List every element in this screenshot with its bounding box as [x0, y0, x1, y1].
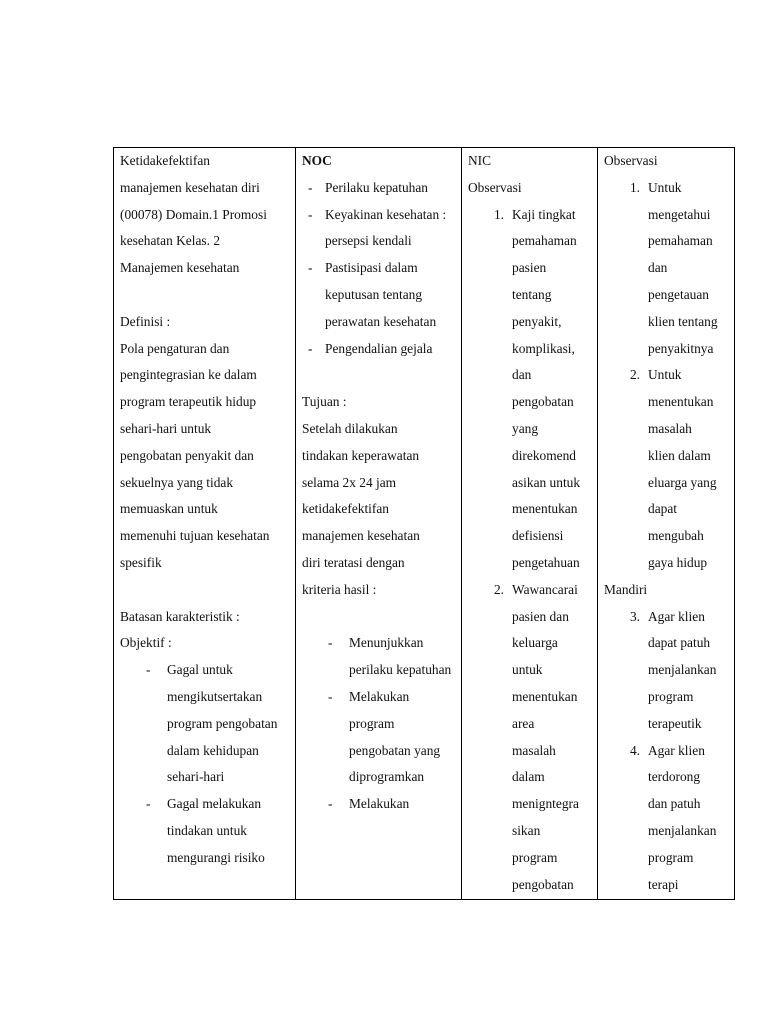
- rationale-line: penyakitnya: [648, 340, 714, 356]
- rationale-line: dan: [648, 260, 668, 276]
- rationale-line: klien tentang: [648, 313, 718, 329]
- outcome-text: Perilaku kepatuhan: [325, 179, 428, 195]
- criteria-text: Menunjukkan perilaku kepatuhan: [349, 635, 452, 678]
- dash-marker: -: [308, 206, 313, 222]
- intervention-line: keluarga: [512, 635, 558, 651]
- dash-marker: -: [308, 260, 313, 276]
- rationale-line: klien dalam: [648, 447, 711, 463]
- list-item: [302, 684, 457, 791]
- definition-line: memenuhi tujuan kesehatan: [120, 528, 270, 544]
- criteria-text: Melakukan: [349, 796, 410, 812]
- intervention-line: pasien dan: [512, 608, 569, 624]
- intervention-line: pengetahuan: [512, 554, 580, 570]
- definition-line: program terapeutik hidup: [120, 394, 257, 410]
- item-number: 2.: [629, 367, 640, 383]
- rationale-line: masalah: [648, 420, 692, 436]
- diagnosis-line: manajemen kesehatan diri: [120, 179, 260, 195]
- list-item: [604, 362, 730, 576]
- intervention-line: untuk: [512, 662, 543, 678]
- item-number: 1.: [629, 179, 640, 195]
- goal-label: Tujuan :: [302, 394, 347, 410]
- list-item: [120, 791, 291, 871]
- intervention-line: menentukan: [512, 501, 578, 517]
- intervention-line: pasien: [512, 260, 547, 276]
- nic-cell: [462, 148, 598, 900]
- intervention-line: yang: [512, 420, 539, 436]
- intervention-line: tentang: [512, 286, 552, 302]
- intervention-line: Wawancarai: [512, 581, 578, 597]
- intervention-line: pengobatan: [512, 876, 574, 892]
- list-item: [468, 577, 593, 899]
- rationale-line: Untuk: [648, 179, 682, 195]
- characteristics-label: Batasan karakteristik :: [120, 608, 240, 624]
- rationale-line: dapat: [648, 501, 677, 517]
- intervention-line: penyakit,: [512, 313, 562, 329]
- intervention-line: menentukan: [512, 688, 578, 704]
- intervention-line: pengobatan: [512, 394, 574, 410]
- dash-marker: -: [328, 688, 333, 704]
- intervention-line: dan: [512, 367, 532, 383]
- list-item: [302, 255, 457, 335]
- noc-header: NOC: [302, 153, 332, 168]
- intervention-line: direkomend: [512, 447, 576, 463]
- rationale-line: program: [648, 849, 694, 865]
- definition-line: memuaskan untuk: [120, 501, 218, 517]
- list-item: [604, 175, 730, 363]
- characteristic-text: Gagal untuk mengikutsertakan program pengobatan dalam kehidupan sehari-hari: [167, 662, 278, 785]
- goal-line: ketidakefektifan: [302, 501, 389, 517]
- rationale-line: terapi: [648, 876, 679, 892]
- outcome-text: Pengendalian gejala: [325, 340, 433, 356]
- rationale-line: pengetauan: [648, 286, 709, 302]
- intervention-line: area: [512, 715, 535, 731]
- diagnosis-line: (00078) Domain.1 Promosi: [120, 206, 267, 222]
- rationale-cell: [598, 148, 735, 900]
- diagnosis-line: Manajemen kesehatan: [120, 260, 240, 276]
- definition-label: Definisi :: [120, 313, 171, 329]
- objective-label: Objektif :: [120, 635, 172, 651]
- rationale-line: mengubah: [648, 528, 704, 544]
- list-item: [302, 175, 457, 202]
- dash-marker: -: [328, 796, 333, 812]
- intervention-line: sikan: [512, 822, 541, 838]
- goal-line: selama 2x 24 jam: [302, 474, 397, 490]
- dash-marker: -: [308, 179, 313, 195]
- outcome-text: Pastisipasi dalam keputusan tentang perawatan kesehatan: [325, 260, 437, 329]
- list-item: [468, 202, 593, 577]
- definition-line: sehari-hari untuk: [120, 420, 212, 436]
- intervention-line: komplikasi,: [512, 340, 575, 356]
- nic-subheader: Observasi: [468, 179, 522, 195]
- rationale-line: Agar klien: [648, 742, 705, 758]
- rationale-line: pemahaman: [648, 233, 713, 249]
- dash-marker: -: [146, 662, 151, 678]
- rationale-line: terapeutik: [648, 715, 702, 731]
- noc-cell: [296, 148, 462, 900]
- definition-line: Pola pengaturan dan: [120, 340, 230, 356]
- rationale-line: mengetahui: [648, 206, 711, 222]
- list-item: [302, 202, 457, 256]
- item-number: 2.: [493, 581, 504, 597]
- goal-line: kriteria hasil :: [302, 581, 377, 597]
- intervention-line: program: [512, 849, 558, 865]
- rationale-header: Observasi: [604, 153, 658, 168]
- list-item: [604, 738, 730, 899]
- rationale-line: dapat patuh: [648, 635, 711, 651]
- dash-marker: -: [328, 635, 333, 651]
- nic-header: NIC: [468, 153, 492, 168]
- diagnosis-line: kesehatan Kelas. 2: [120, 233, 221, 249]
- definition-line: sekuelnya yang tidak: [120, 474, 234, 490]
- rationale-line: menjalankan: [648, 822, 717, 838]
- intervention-line: Kaji tingkat: [512, 206, 576, 222]
- definition-line: spesifik: [120, 554, 162, 570]
- criteria-text: Melakukan program pengobatan yang diprogramkan: [349, 688, 441, 785]
- rationale-line: program: [648, 688, 694, 704]
- list-item: [302, 630, 457, 684]
- intervention-line: defisiensi: [512, 528, 564, 544]
- characteristic-text: Gagal melakukan tindakan untuk mengurangi risiko: [167, 796, 265, 865]
- goal-line: diri teratasi dengan: [302, 554, 405, 570]
- outcome-text: Keyakinan kesehatan : persepsi kendali: [325, 206, 447, 249]
- diagnosis-line: Ketidakefektifan: [120, 153, 210, 168]
- list-item: [120, 657, 291, 791]
- intervention-line: asikan untuk: [512, 474, 581, 490]
- goal-line: manajemen kesehatan: [302, 528, 420, 544]
- item-number: 3.: [629, 608, 640, 624]
- rationale-line: eluarga yang: [648, 474, 717, 490]
- rationale-line: gaya hidup: [648, 554, 708, 570]
- item-number: 1.: [493, 206, 504, 222]
- dash-marker: -: [308, 340, 313, 356]
- intervention-line: masalah: [512, 742, 556, 758]
- dash-marker: -: [146, 796, 151, 812]
- diagnosis-cell: [114, 148, 296, 900]
- list-item: [302, 336, 457, 363]
- intervention-line: pemahaman: [512, 233, 577, 249]
- item-number: 4.: [629, 742, 640, 758]
- list-item: [302, 791, 457, 818]
- rationale-line: menjalankan: [648, 662, 717, 678]
- nursing-care-plan-table: [113, 147, 735, 900]
- intervention-line: dalam: [512, 769, 545, 785]
- mandiri-label: Mandiri: [604, 581, 648, 597]
- goal-line: Setelah dilakukan: [302, 420, 398, 436]
- intervention-line: menigntegra: [512, 796, 579, 812]
- list-item: [604, 604, 730, 738]
- goal-line: tindakan keperawatan: [302, 447, 420, 463]
- rationale-line: dan patuh: [648, 796, 701, 812]
- rationale-line: Agar klien: [648, 608, 705, 624]
- rationale-line: terdorong: [648, 769, 701, 785]
- rationale-line: menentukan: [648, 394, 714, 410]
- definition-line: pengintegrasian ke dalam: [120, 367, 257, 383]
- definition-line: pengobatan penyakit dan: [120, 447, 254, 463]
- rationale-line: Untuk: [648, 367, 682, 383]
- table-row: [114, 148, 735, 900]
